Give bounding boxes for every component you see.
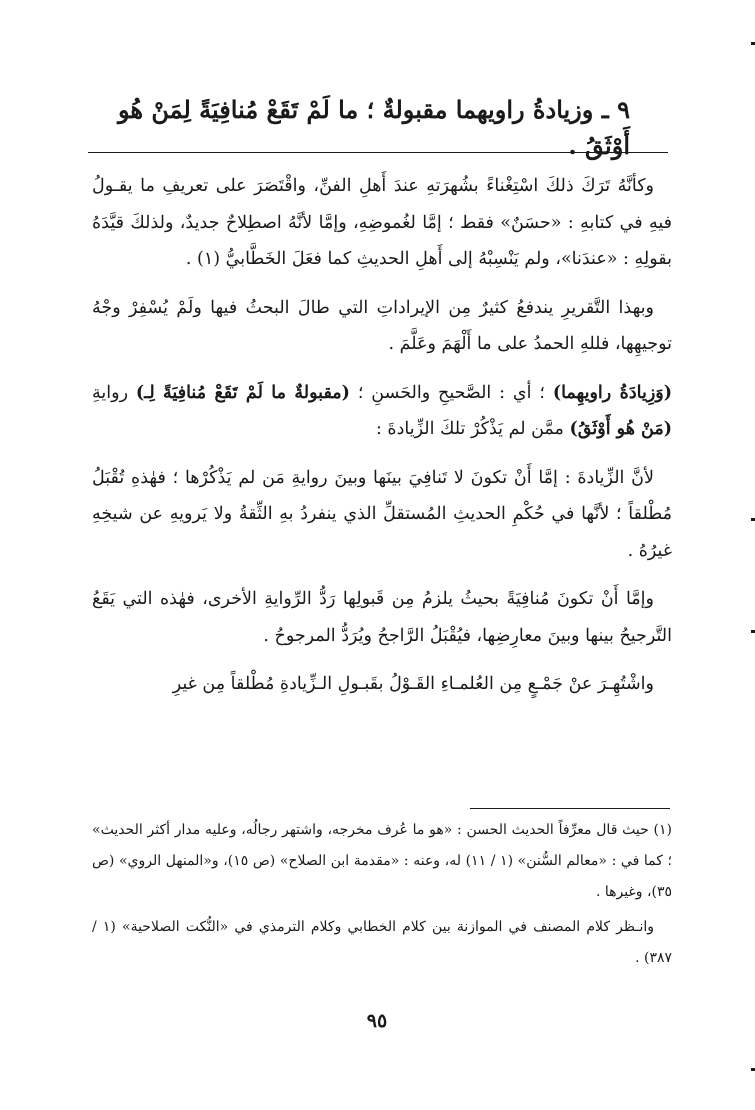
footnote-separator (470, 808, 670, 809)
matn-quote-1: (وَزِيادَةُ راويهِما) (552, 382, 672, 403)
edge-mark (751, 518, 755, 521)
heading-rule (88, 152, 668, 153)
footnotes (92, 815, 672, 978)
footnote-2: وانـظر كلام المصنف في الموازنة بين كلام الخطابي وكلام الترمذي في «النُّكت الصلاحية» (١ / ٣٨٧) . (92, 919, 672, 966)
paragraph-5: وإمَّا أَنْ تكونَ مُنافِيَةً بحيثُ يلزمُ مِن قَبولِها رَدُّ الرِّوايةِ الأخرى، فهٰذه التي يَقَعُ التَّرجيحُ بينها وبينَ معارِضِها، فيُقْبَلُ الرَّاجحُ ويُرَدُّ المرجوحُ . (92, 589, 672, 646)
paragraph-6: واشْتُهِـرَ عنْ جَمْـعٍ مِن العُلمـاءِ القَـوْلُ بقَبـولِ الـزِّيادةِ مُطْلقاً مِن غيرِ (172, 674, 654, 694)
footnote-1: (١) حيث قال معرِّفاً الحديث الحسن : «هو ما عُرف مخرجه، واشتهر رجالُه، وعليه مدار أكثر الحديث» ؛ كما في : «معالم السُّنن» (١ / ١١) له، وعنه : «مقدمة ابن الصلاح» (ص ١٥)، و«المنهل الروي» (ص ٣٥)، وغيرها . (92, 822, 672, 900)
commentary-3: ممَّن لم يَذْكُرْ تلكَ الزِّيادةَ : (375, 419, 570, 439)
paragraph-3 (92, 375, 672, 448)
section-heading: ٩ ـ وزيادةُ راويهما مقبولةٌ ؛ ما لَمْ تَقَعْ مُنافِيَةً لِمَنْ هُو أَوْثَقُ . (117, 95, 630, 160)
edge-mark (751, 630, 755, 633)
edge-mark (751, 42, 755, 45)
commentary-2: روايةِ (92, 382, 136, 403)
main-text (92, 168, 672, 715)
edge-mark (751, 1068, 755, 1071)
page-number: ٩٥ (366, 1010, 388, 1032)
paragraph-1: وكأنَّهُ تَرَكَ ذلكَ اسْتِغْناءً بشُهرَتهِ عندَ أَهلِ الفنِّ، واقْتَصَرَ على تعريفِ ما يقـولُ فيهِ في كتابهِ : «حسَنٌ» فقط ؛ إمَّا لغُموضِهِ، وإمَّا لأنَّهُ اصطِلاحٌ جديدٌ، ولذلكَ قيَّدَهُ بقولِهِ : «عندَنا»، ولم يَنْسِبْهُ إلى أَهلِ الحديثِ كما فعَلَ الخَطَّابيُّ (١) . (92, 176, 672, 269)
matn-quote-3: (مَنْ هُو أَوْثَقُ) (569, 419, 672, 439)
paragraph-2: وبهذا التَّقريرِ يندفعُ كثيرٌ مِن الإيراداتِ التي طالَ البحثُ فيها ولَمْ يُسْفِرْ وجْهُ توجيهِها، فللهِ الحمدُ على ما أَلْهَمَ وعَلَّمَ . (92, 297, 672, 354)
paragraph-4: لأنَّ الزِّيادةَ : إمَّا أَنْ تكونَ لا تَنافِيَ بينَها وبينَ روايةِ مَن لم يَذْكُرْها ؛ فهٰذهِ تُقْبَلُ مُطْلقاً ؛ لأنَّها في حُكْمِ الحديثِ المُستقلِّ الذي ينفردُ بهِ الثِّقةُ ولا يَرويهِ عن شيخِهِ غيرُهُ . (92, 467, 672, 561)
matn-quote-2: (مقبولةٌ ما لَمْ تَقَعْ مُنافِيَةً لِـ) (135, 382, 350, 403)
commentary-1: ؛ أي : الصَّحيحِ والحَسنِ ؛ (349, 382, 553, 403)
